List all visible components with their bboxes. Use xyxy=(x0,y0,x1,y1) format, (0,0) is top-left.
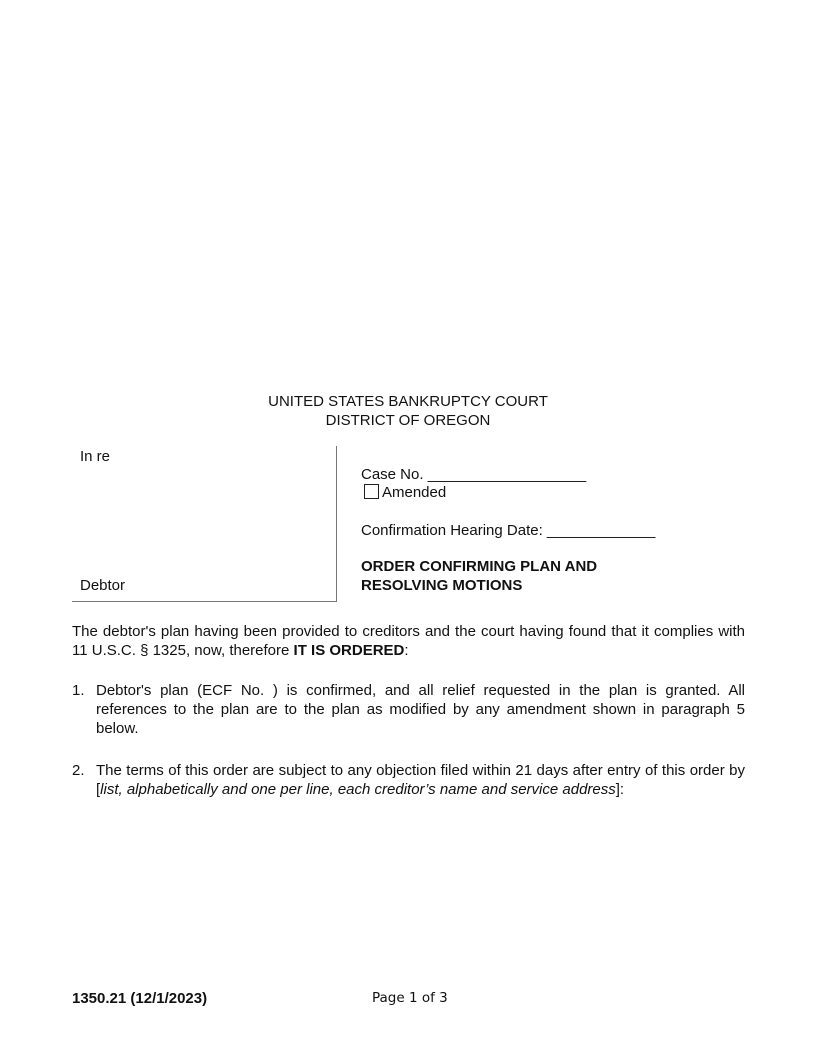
item-number: 1. xyxy=(72,682,85,699)
court-name: UNITED STATES BANKRUPTCY COURT xyxy=(268,393,548,410)
intro-colon: : xyxy=(404,642,409,659)
item-text-start: The terms of this order are subject to any objection filed within 21 days after entry of this order by [ xyxy=(96,762,745,798)
intro-paragraph xyxy=(72,622,745,660)
court-district: DISTRICT OF OREGON xyxy=(325,412,491,429)
case-number-field[interactable]: Case No. ___________________ xyxy=(361,466,587,483)
order-item-1 xyxy=(72,681,745,738)
amended-label: Amended xyxy=(382,484,447,501)
item-text-end: ]: xyxy=(615,781,625,798)
order-item-2 xyxy=(72,761,745,799)
caption-divider xyxy=(336,446,337,602)
amended-option[interactable] xyxy=(364,483,446,502)
order-title-line1: ORDER CONFIRMING PLAN AND xyxy=(361,558,598,575)
it-is-ordered: IT IS ORDERED xyxy=(293,642,405,659)
debtor-label: Debtor xyxy=(80,577,126,594)
page-number: Page 1 of 3 xyxy=(372,990,448,1006)
caption-bottom-rule xyxy=(72,601,337,602)
hearing-date-field[interactable]: Confirmation Hearing Date: _____________ xyxy=(361,522,656,539)
item-text xyxy=(96,761,745,799)
item-instruction: list, alphabetically and one per line, each creditor’s name and service address xyxy=(100,781,616,798)
intro-text: The debtor's plan having been provided to creditors and the court having found that it complies with 11 U.S.C. § 1325, now, therefore xyxy=(72,623,745,659)
in-re-label: In re xyxy=(80,448,111,465)
form-id: 1350.21 (12/1/2023) xyxy=(72,990,208,1007)
order-title xyxy=(361,557,597,595)
amended-checkbox[interactable] xyxy=(364,484,379,499)
order-title-line2: RESOLVING MOTIONS xyxy=(361,577,523,594)
court-header xyxy=(0,392,816,430)
item-text: Debtor's plan (ECF No. ) is confirmed, and all relief requested in the plan is granted. All references to the plan are to the plan as modified by any amendment shown in paragraph 5 below. xyxy=(96,682,745,737)
item-number: 2. xyxy=(72,762,85,779)
